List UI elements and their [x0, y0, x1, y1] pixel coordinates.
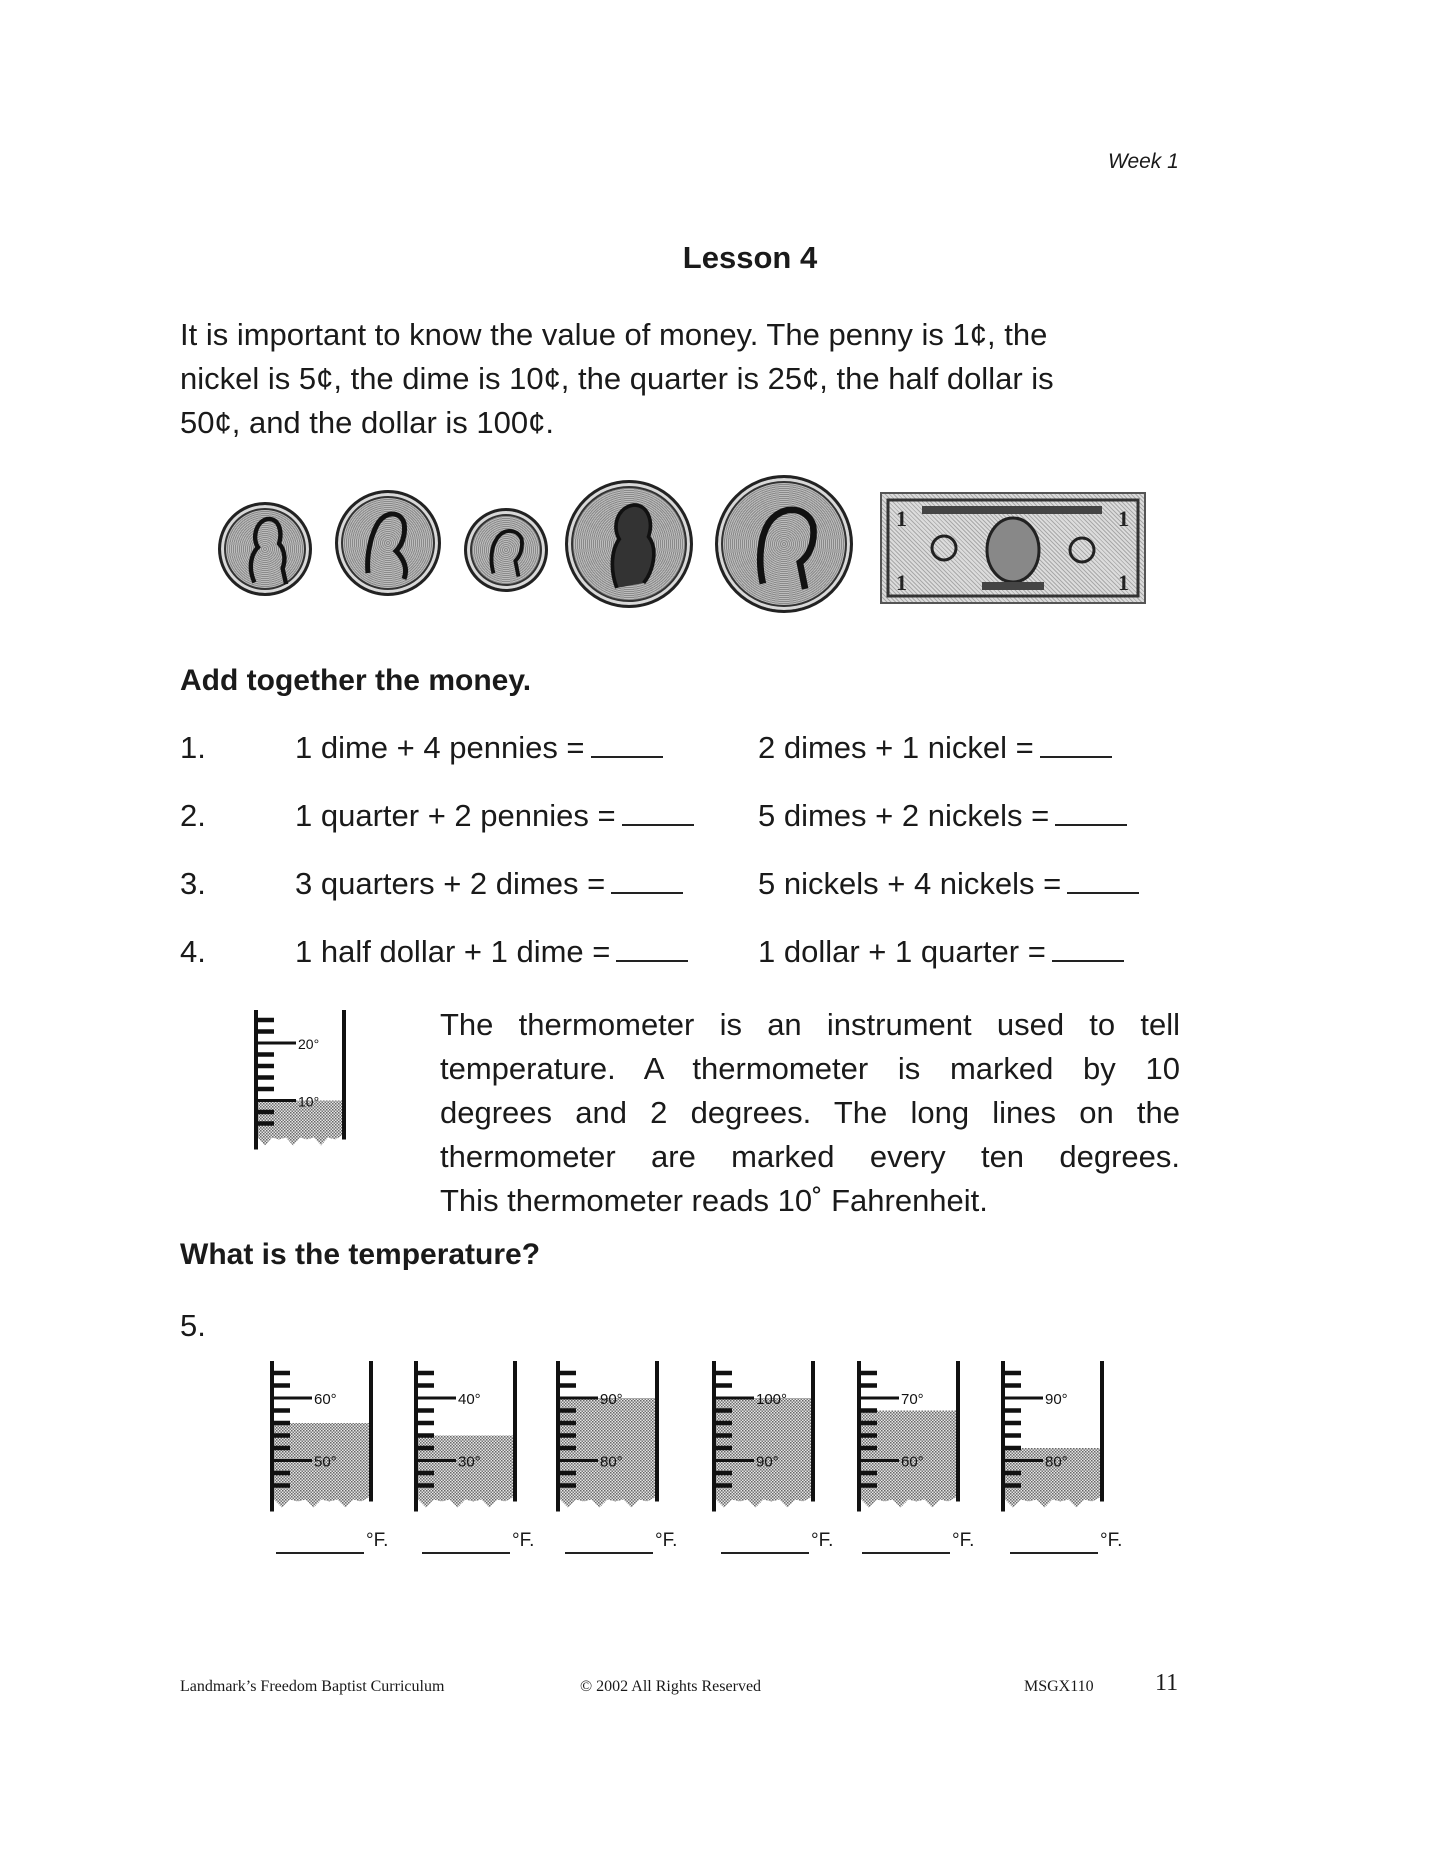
paragraph-line: degrees and 2 degrees. The long lines on the — [440, 1095, 1180, 1130]
add-section-heading: Add together the money. — [180, 664, 532, 697]
problem-row — [180, 934, 1180, 974]
problem-left — [295, 866, 683, 902]
intro-line: nickel is 5¢, the dime is 10¢, the quarter is 25¢, the half dollar is — [180, 361, 1054, 396]
thermometer-label: 90° — [600, 1391, 623, 1408]
footer-code: MSGX110 — [1024, 1678, 1094, 1695]
problem-left-text: 3 quarters + 2 dimes = — [295, 866, 606, 901]
problem-left-text: 1 dime + 4 pennies = — [295, 730, 585, 765]
problem-right-text: 2 dimes + 1 nickel = — [758, 730, 1034, 765]
answer-blank[interactable] — [622, 798, 694, 826]
answer-blank[interactable] — [721, 1530, 809, 1554]
answer-blank[interactable] — [862, 1530, 950, 1554]
svg-text:1: 1 — [896, 506, 907, 531]
answer-blank[interactable] — [1052, 934, 1124, 962]
thermometer-paragraph — [440, 1003, 1180, 1223]
thermometer-label: 20° — [298, 1036, 320, 1052]
thermometer-label: 10° — [298, 1093, 320, 1110]
temperature-heading: What is the temperature? — [180, 1238, 541, 1271]
problem-right — [758, 730, 1112, 766]
temperature-answer — [565, 1530, 677, 1554]
problem-left — [295, 798, 694, 834]
thermometer-label: 80° — [600, 1453, 623, 1471]
nickel-icon — [335, 490, 441, 596]
paragraph-line: thermometer are marked every ten degrees. — [440, 1139, 1180, 1174]
thermometer-label: 30° — [458, 1453, 481, 1471]
answer-blank[interactable] — [276, 1530, 364, 1554]
intro-paragraph — [180, 313, 1180, 445]
thermometer-label: 90° — [1045, 1391, 1068, 1408]
temperature-answer — [276, 1530, 388, 1554]
answer-blank[interactable] — [1040, 730, 1112, 758]
paragraph-line: temperature. A thermometer is marked by 10 — [440, 1051, 1180, 1086]
answer-blank[interactable] — [565, 1530, 653, 1554]
footer-curriculum: Landmark’s Freedom Baptist Curriculum — [180, 1678, 445, 1695]
answer-blank[interactable] — [1010, 1530, 1098, 1554]
problem-number: 1. — [180, 730, 206, 765]
penny-icon — [218, 502, 312, 596]
answer-blank[interactable] — [1055, 798, 1127, 826]
problem-number: 2. — [180, 798, 206, 833]
problem-number: 4. — [180, 934, 206, 969]
dime-icon — [464, 508, 548, 592]
answer-blank[interactable] — [422, 1530, 510, 1554]
temperature-answer — [862, 1530, 974, 1554]
problem-left — [295, 730, 663, 766]
footer-copyright: © 2002 All Rights Reserved — [580, 1678, 762, 1695]
unit-label: °F. — [655, 1530, 678, 1551]
temperature-answer — [721, 1530, 833, 1554]
problem-left-text: 1 quarter + 2 pennies = — [295, 798, 616, 833]
intro-line: It is important to know the value of money. The penny is 1¢, the — [180, 317, 1048, 352]
temperature-answer — [1010, 1530, 1122, 1554]
thermometer — [556, 1361, 669, 1517]
problem-row — [180, 798, 1180, 838]
problem-right-text: 5 nickels + 4 nickels = — [758, 866, 1062, 901]
answer-blank[interactable] — [1067, 866, 1139, 894]
thermometer-label: 90° — [756, 1453, 779, 1471]
problem-row — [180, 866, 1180, 906]
problem-number: 3. — [180, 866, 206, 901]
answer-blank[interactable] — [616, 934, 688, 962]
unit-label: °F. — [366, 1530, 389, 1551]
problem-number: 5. — [180, 1308, 206, 1343]
answer-blank[interactable] — [591, 730, 663, 758]
answer-blank[interactable] — [611, 866, 683, 894]
unit-label: °F. — [1100, 1530, 1123, 1551]
temperature-answer — [422, 1530, 534, 1554]
thermometer-label: 40° — [458, 1391, 481, 1408]
paragraph-line: This thermometer reads 10˚ Fahrenheit. — [440, 1183, 988, 1218]
dollar-bill-icon — [880, 492, 1146, 604]
svg-text:1: 1 — [896, 570, 907, 595]
unit-label: °F. — [811, 1530, 834, 1551]
example-thermometer — [254, 1010, 356, 1155]
problem-right-text: 1 dollar + 1 quarter = — [758, 934, 1046, 969]
problem-right — [758, 934, 1124, 970]
problem-right — [758, 798, 1127, 834]
unit-label: °F. — [512, 1530, 535, 1551]
half-dollar-icon — [715, 475, 853, 613]
problem-left-text: 1 half dollar + 1 dime = — [295, 934, 611, 969]
problem-right — [758, 866, 1139, 902]
thermometer-label: 60° — [901, 1453, 924, 1471]
unit-label: °F. — [952, 1530, 975, 1551]
paragraph-line: The thermometer is an instrument used to tell — [440, 1007, 1180, 1042]
thermometer-label: 60° — [314, 1391, 337, 1408]
money-images — [210, 480, 1180, 630]
thermometer-label: 80° — [1045, 1453, 1068, 1471]
intro-line: 50¢, and the dollar is 100¢. — [180, 405, 554, 440]
thermometer — [857, 1361, 970, 1517]
thermometer-label: 100° — [756, 1391, 788, 1408]
lesson-title: Lesson 4 — [682, 240, 818, 275]
thermometer — [712, 1361, 825, 1517]
thermometer — [414, 1361, 527, 1517]
problem-right-text: 5 dimes + 2 nickels = — [758, 798, 1050, 833]
page-number: 11 — [1155, 1670, 1179, 1696]
week-label: Week 1 — [1108, 150, 1179, 173]
quarter-icon — [565, 480, 693, 608]
svg-text:1: 1 — [1118, 506, 1129, 531]
thermometer-label: 50° — [314, 1453, 337, 1471]
thermometer-label: 70° — [901, 1391, 924, 1408]
problem-left — [295, 934, 688, 970]
svg-text:1: 1 — [1118, 570, 1129, 595]
thermometer — [270, 1361, 383, 1517]
problem-row — [180, 730, 1180, 770]
thermometer — [1001, 1361, 1114, 1517]
